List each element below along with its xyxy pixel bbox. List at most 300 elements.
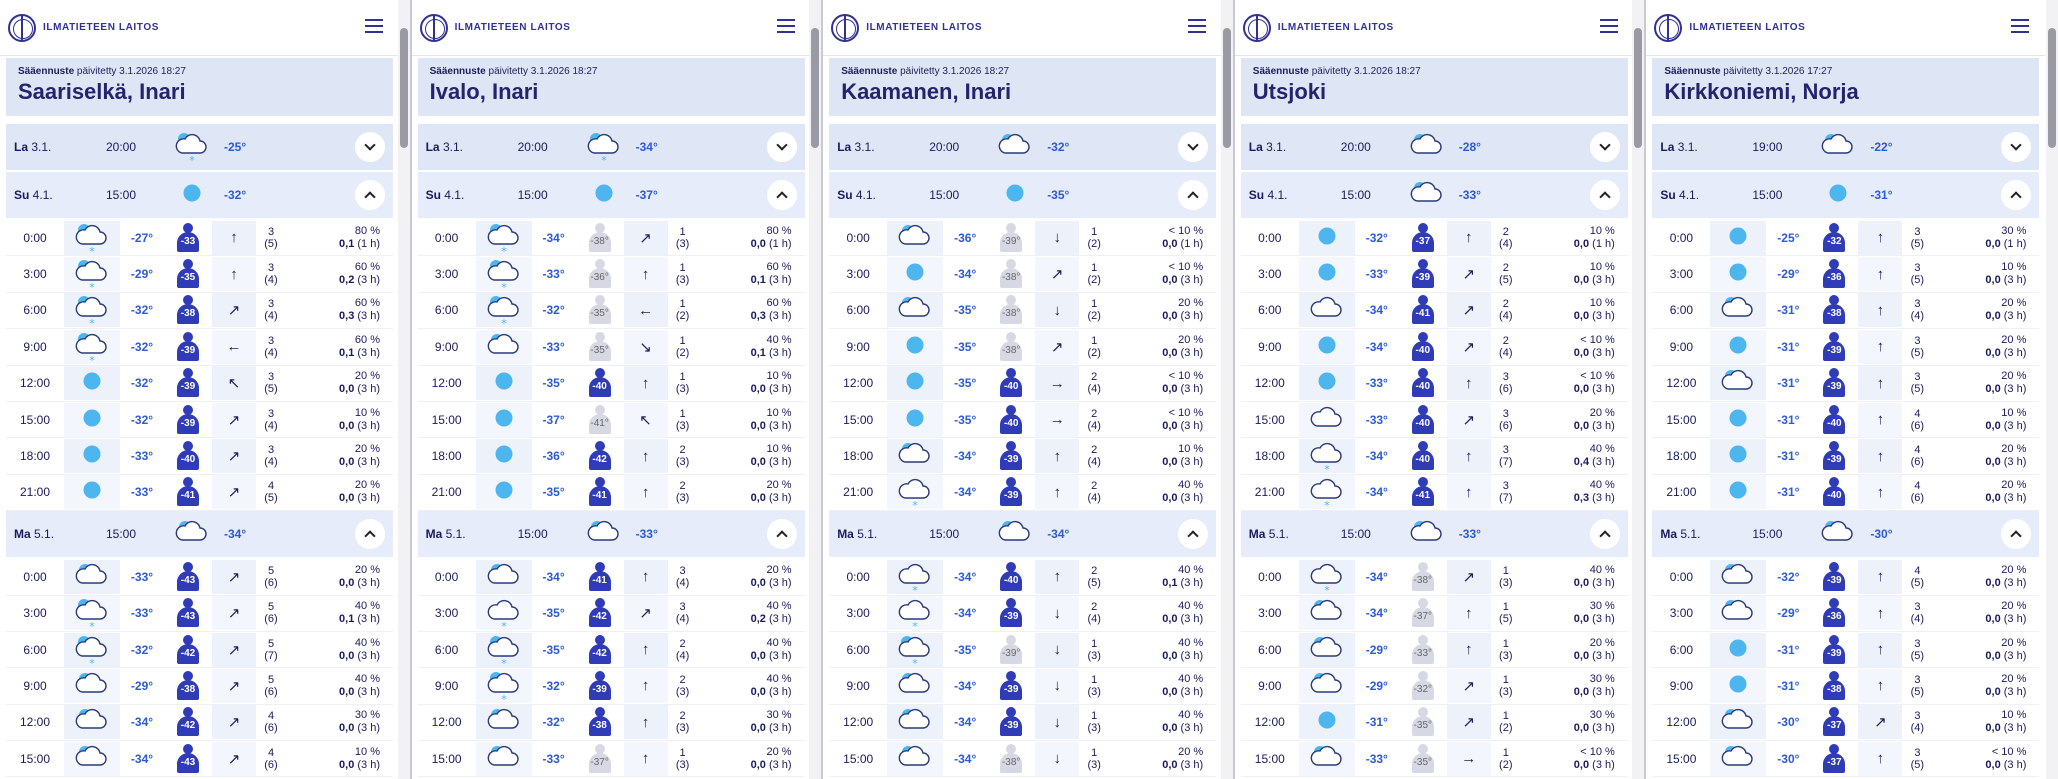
precipitation xyxy=(1521,225,1619,251)
wind-speed xyxy=(1079,638,1109,662)
precipitation-probability: 60 % xyxy=(354,333,380,346)
expand-day-button[interactable] xyxy=(1590,132,1620,162)
wind-speed-value: 5 xyxy=(267,564,275,577)
wind-direction xyxy=(1858,403,1902,437)
hour-time: 21:00 xyxy=(431,485,462,500)
wind-speed xyxy=(256,335,286,359)
expand-day-button[interactable] xyxy=(355,132,385,162)
precipitation-probability: 20 % xyxy=(354,370,380,383)
precipitation-amount: 0,0 (3 h) xyxy=(1985,492,2027,505)
wind-direction xyxy=(624,366,668,400)
wind-arrow-icon: ↓ xyxy=(1053,677,1061,695)
expand-day-button[interactable] xyxy=(1178,132,1208,162)
collapse-day-button[interactable] xyxy=(355,519,385,549)
hour-time: 15:00 xyxy=(19,751,51,766)
expand-day-button[interactable] xyxy=(2001,132,2031,162)
hourly-list xyxy=(1652,220,2039,511)
wind-gust-value: (3) xyxy=(675,492,690,505)
hamburger-menu-icon[interactable] xyxy=(777,19,795,33)
wind-speed-value: 1 xyxy=(679,746,686,759)
cloudy-snow-icon xyxy=(897,595,933,631)
precipitation xyxy=(1109,370,1207,396)
wind-gust-value: (6) xyxy=(264,722,278,735)
precipitation-probability: 40 % xyxy=(766,333,792,346)
feels-like xyxy=(1810,221,1858,255)
precipitation-amount: 0,0 (3 h) xyxy=(1573,649,1615,662)
precipitation-amount: 0,0 (3 h) xyxy=(1573,383,1615,396)
feels-like xyxy=(164,366,212,400)
hour-row xyxy=(418,256,805,292)
wind-speed-value: 2 xyxy=(679,673,686,686)
wind-speed xyxy=(1079,226,1109,250)
precipitation xyxy=(1109,261,1207,287)
hour-time: 3:00 xyxy=(23,606,47,621)
day-time: 15:00 xyxy=(1752,527,1783,542)
precipitation xyxy=(698,407,796,433)
wind-arrow-icon: ↑ xyxy=(1876,750,1885,768)
wind-speed-value: 4 xyxy=(1914,444,1921,457)
feels-like xyxy=(576,742,624,776)
wind-speed xyxy=(256,710,286,734)
partly-cloudy-night-snow-icon xyxy=(486,220,522,256)
wind-direction xyxy=(212,403,256,437)
partly-cloudy-icon xyxy=(1720,741,1756,777)
wind-gust-value: (5) xyxy=(1499,274,1513,287)
hour-time: 0:00 xyxy=(1669,569,1694,584)
hourly-list xyxy=(418,559,805,777)
partly-cloudy-night-snow-icon xyxy=(74,220,110,256)
hourly-list xyxy=(6,559,393,777)
feels-like xyxy=(164,439,212,473)
wind-speed-value: 3 xyxy=(1502,480,1509,493)
hour-weather-symbol xyxy=(1710,705,1766,739)
person-icon xyxy=(175,635,201,665)
collapse-day-button[interactable] xyxy=(767,519,797,549)
hour-time: 6:00 xyxy=(1669,303,1694,318)
precipitation xyxy=(1109,479,1207,505)
feels-like-value: -37° xyxy=(590,756,609,768)
day-name: Ma 5.1. xyxy=(14,527,55,542)
hour-temperature: -35° xyxy=(542,606,565,621)
precipitation xyxy=(286,600,384,626)
hour-row xyxy=(1241,329,1628,365)
hour-row xyxy=(418,402,805,438)
hour-temperature: -31° xyxy=(1777,678,1800,693)
hour-weather-symbol xyxy=(476,742,532,776)
hour-temperature: -37° xyxy=(542,412,565,427)
feels-like-value: -39 xyxy=(1827,381,1842,393)
wind-speed-value: 3 xyxy=(679,601,686,614)
hour-temperature: -34° xyxy=(1365,606,1388,621)
day-weather-symbol xyxy=(572,129,636,165)
wind-arrow-icon: ↑ xyxy=(1876,338,1885,356)
wind-speed-value: 1 xyxy=(1502,710,1509,723)
hamburger-menu-icon[interactable] xyxy=(365,19,383,33)
wind-speed xyxy=(1902,674,1932,698)
wind-direction xyxy=(212,330,256,364)
fmi-logo-icon[interactable] xyxy=(420,14,448,42)
precipitation-amount: 0,2 (3 h) xyxy=(339,274,380,287)
day-row[interactable] xyxy=(1652,124,2039,170)
collapse-day-button[interactable] xyxy=(2001,519,2031,549)
precipitation xyxy=(698,673,796,699)
hour-temperature: -33° xyxy=(1365,376,1388,391)
fmi-logo-icon[interactable] xyxy=(1243,14,1271,42)
clear-icon xyxy=(897,365,933,401)
hour-time: 0:00 xyxy=(434,230,459,245)
hour-time: 15:00 xyxy=(431,412,462,427)
precipitation-probability: 10 % xyxy=(2001,261,2027,274)
hour-weather-symbol xyxy=(887,475,943,509)
forecast-content xyxy=(1652,58,2039,777)
forecast-panel xyxy=(1646,0,2058,779)
precipitation xyxy=(1932,479,2030,505)
hour-weather-symbol xyxy=(476,705,532,739)
hamburger-menu-icon[interactable] xyxy=(1600,19,1618,33)
hour-row xyxy=(418,559,805,595)
precipitation-amount: 0,0 (3 h) xyxy=(1162,722,1204,735)
day-name: Ma 5.1. xyxy=(837,527,878,542)
day-row[interactable] xyxy=(1652,172,2039,218)
hour-time: 15:00 xyxy=(431,751,462,766)
hour-weather-symbol xyxy=(1710,475,1766,509)
wind-arrow-icon: ↑ xyxy=(1876,265,1885,283)
precipitation-probability: < 10 % xyxy=(1168,406,1204,419)
day-temperature: -25° xyxy=(224,140,247,154)
scrollbar[interactable] xyxy=(398,0,410,779)
wind-arrow-icon: ↗ xyxy=(1462,266,1476,284)
day-row[interactable] xyxy=(418,172,805,218)
hour-weather-symbol xyxy=(1710,366,1766,400)
hour-temperature: -33° xyxy=(542,751,565,766)
wind-arrow-icon: ↓ xyxy=(1053,301,1061,319)
day-row[interactable] xyxy=(1241,172,1628,218)
precipitation-amount: 0,1 (1 h) xyxy=(339,237,380,250)
scrollbar-thumb[interactable] xyxy=(400,28,408,148)
feels-like-value: -39 xyxy=(1827,454,1842,466)
brand-name[interactable]: ILMATIETEEN LAITOS xyxy=(1689,22,1806,33)
hour-weather-symbol xyxy=(476,330,532,364)
partly-cloudy-icon xyxy=(74,668,110,704)
hour-temperature: -29° xyxy=(130,267,154,282)
day-name: Su 4.1. xyxy=(1248,188,1288,202)
collapse-day-button[interactable] xyxy=(1178,519,1208,549)
wind-speed-value: 3 xyxy=(267,298,275,311)
wind-gust-value: (6) xyxy=(264,576,278,589)
day-name: Su 4.1. xyxy=(14,188,53,202)
feels-like xyxy=(1810,560,1858,594)
wind-speed xyxy=(668,371,698,395)
person-icon xyxy=(1410,259,1436,289)
scrollbar-thumb[interactable] xyxy=(1223,28,1231,148)
hour-weather-symbol xyxy=(476,221,532,255)
wind-direction xyxy=(1447,742,1491,776)
fmi-logo-icon[interactable] xyxy=(1654,14,1682,42)
precipitation xyxy=(698,261,796,287)
feels-like xyxy=(987,403,1035,437)
day-row[interactable] xyxy=(829,124,1216,170)
scrollbar[interactable] xyxy=(2046,0,2058,779)
hour-weather-symbol xyxy=(64,669,120,703)
hour-temperature: -30° xyxy=(1777,715,1800,730)
hour-weather-symbol xyxy=(476,633,532,667)
hour-temperature: -31° xyxy=(1365,715,1388,730)
hour-row xyxy=(829,293,1216,329)
hour-time: 9:00 xyxy=(1669,678,1694,693)
day-row[interactable] xyxy=(418,511,805,557)
precipitation xyxy=(1932,334,2030,360)
precipitation xyxy=(698,600,796,626)
precipitation xyxy=(1521,746,1619,772)
precipitation-probability: 10 % xyxy=(354,406,380,419)
hour-temperature: -34° xyxy=(954,449,977,464)
person-icon xyxy=(1410,368,1436,398)
wind-gust-value: (4) xyxy=(1087,613,1101,626)
wind-gust-value: (5) xyxy=(1499,613,1513,626)
brand-name[interactable]: ILMATIETEEN LAITOS xyxy=(454,22,571,33)
precipitation xyxy=(1932,600,2030,626)
day-row[interactable] xyxy=(829,172,1216,218)
hour-temperature: -35° xyxy=(542,376,565,391)
day-weather-symbol xyxy=(1806,177,1870,213)
feels-like xyxy=(164,403,212,437)
chevron-up-icon xyxy=(1599,191,1610,202)
wind-direction xyxy=(1858,596,1902,630)
hour-temperature: -35° xyxy=(542,485,565,500)
wind-arrow-icon: ↑ xyxy=(641,568,650,586)
day-row[interactable] xyxy=(6,172,393,218)
svg-text:*: * xyxy=(912,656,918,668)
wind-gust-value: (3) xyxy=(675,419,690,432)
scrollbar-thumb[interactable] xyxy=(2048,28,2056,148)
feels-like xyxy=(1810,633,1858,667)
wind-speed xyxy=(668,408,698,432)
wind-speed xyxy=(1902,638,1932,662)
precipitation xyxy=(1521,673,1619,699)
wind-arrow-icon: ↗ xyxy=(227,568,241,586)
scrollbar-thumb[interactable] xyxy=(1634,28,1642,148)
wind-speed xyxy=(256,408,286,432)
feels-like xyxy=(987,366,1035,400)
day-row[interactable] xyxy=(1652,511,2039,557)
hour-row xyxy=(1652,475,2039,511)
precipitation-amount: 0,3 (3 h) xyxy=(1573,492,1615,505)
precipitation xyxy=(286,709,384,735)
day-row[interactable] xyxy=(829,511,1216,557)
partly-cloudy-night-snow-icon xyxy=(586,129,622,165)
precipitation-amount: 0,0 (3 h) xyxy=(339,685,380,698)
hour-row xyxy=(418,475,805,511)
hamburger-menu-icon[interactable] xyxy=(2011,19,2029,33)
cloudy-snow-icon xyxy=(897,559,933,595)
scrollbar[interactable] xyxy=(809,0,821,779)
hour-temperature: -31° xyxy=(1777,376,1800,391)
hour-weather-symbol xyxy=(1299,366,1355,400)
wind-gust-value: (4) xyxy=(1499,346,1513,359)
wind-direction xyxy=(624,330,668,364)
day-time: 20:00 xyxy=(1340,140,1371,154)
person-icon xyxy=(1821,295,1847,325)
hour-temperature: -32° xyxy=(130,339,154,354)
wind-direction xyxy=(212,366,256,400)
hour-row xyxy=(1652,438,2039,474)
day-row[interactable] xyxy=(6,511,393,557)
precipitation-probability: 20 % xyxy=(2001,479,2027,492)
precipitation xyxy=(1932,297,2030,323)
clear-icon xyxy=(486,438,522,474)
wind-speed xyxy=(1902,444,1932,468)
hour-row xyxy=(829,256,1216,292)
wind-speed-value: 1 xyxy=(1091,298,1098,311)
scrollbar[interactable] xyxy=(1632,0,1644,779)
hourly-list xyxy=(1241,559,1628,777)
person-icon xyxy=(1821,441,1847,471)
hour-time: 12:00 xyxy=(1254,715,1285,730)
wind-arrow-icon: ↑ xyxy=(1465,229,1473,247)
fmi-logo-icon[interactable] xyxy=(831,14,859,42)
hour-weather-symbol xyxy=(1299,403,1355,437)
precipitation xyxy=(1521,443,1619,469)
feels-like-value: -35° xyxy=(1413,720,1432,732)
wind-gust-value: (4) xyxy=(1910,722,1925,735)
wind-direction xyxy=(212,560,256,594)
hour-temperature: -35° xyxy=(954,303,977,318)
feels-like xyxy=(1399,221,1447,255)
hour-temperature: -32° xyxy=(130,642,154,657)
wind-gust-value: (5) xyxy=(1910,649,1925,662)
day-temperature: -31° xyxy=(1870,188,1893,202)
scrollbar[interactable] xyxy=(1221,0,1233,779)
wind-gust-value: (7) xyxy=(1499,492,1513,505)
collapse-day-button[interactable] xyxy=(1590,519,1620,549)
fmi-logo-icon[interactable] xyxy=(8,14,36,42)
day-row[interactable] xyxy=(1241,124,1628,170)
precipitation-probability: 10 % xyxy=(354,745,380,758)
precipitation-amount: 0,0 (3 h) xyxy=(339,758,380,771)
wind-gust-value: (3) xyxy=(1087,722,1101,735)
precipitation-amount: 0,0 (3 h) xyxy=(1162,274,1204,287)
hour-row xyxy=(6,402,393,438)
hour-row xyxy=(1652,741,2039,777)
wind-arrow-icon: ↑ xyxy=(1465,374,1473,392)
feels-like xyxy=(1399,596,1447,630)
precipitation-probability: 10 % xyxy=(1589,261,1615,274)
brand-name[interactable]: ILMATIETEEN LAITOS xyxy=(866,22,983,33)
hour-row xyxy=(418,668,805,704)
day-row[interactable] xyxy=(1241,511,1628,557)
feels-like xyxy=(576,403,624,437)
brand-name[interactable]: ILMATIETEEN LAITOS xyxy=(43,22,159,33)
hour-time: 12:00 xyxy=(431,376,462,391)
wind-speed-value: 1 xyxy=(1502,673,1509,686)
hamburger-menu-icon[interactable] xyxy=(1188,19,1206,33)
hour-temperature: -33° xyxy=(542,339,565,354)
wind-speed-value: 5 xyxy=(267,637,275,650)
wind-arrow-icon: ↖ xyxy=(227,375,241,393)
precipitation-probability: 20 % xyxy=(1178,297,1204,310)
precipitation xyxy=(286,370,384,396)
hour-temperature: -33° xyxy=(130,606,154,621)
brand-name[interactable]: ILMATIETEEN LAITOS xyxy=(1277,22,1394,33)
hour-weather-symbol xyxy=(1299,633,1355,667)
precipitation-probability: 40 % xyxy=(354,672,380,685)
precipitation xyxy=(1932,746,2030,772)
wind-speed xyxy=(1491,638,1521,662)
collapse-day-button[interactable] xyxy=(1178,180,1208,210)
hour-temperature: -35° xyxy=(542,642,565,657)
feels-like-value: -35° xyxy=(590,344,609,356)
day-row[interactable] xyxy=(418,124,805,170)
clear-icon xyxy=(74,402,110,438)
precipitation-amount: 0,0 (3 h) xyxy=(1985,346,2027,359)
wind-speed-value: 1 xyxy=(1502,746,1509,759)
feels-like xyxy=(1810,705,1858,739)
hour-weather-symbol xyxy=(476,560,532,594)
hour-weather-symbol xyxy=(1299,742,1355,776)
scrollbar-thumb[interactable] xyxy=(811,28,819,148)
day-temperature: -34° xyxy=(1047,527,1070,542)
hour-row xyxy=(6,559,393,595)
collapse-day-button[interactable] xyxy=(767,180,797,210)
hour-weather-symbol xyxy=(64,705,120,739)
day-row[interactable] xyxy=(6,124,393,170)
collapse-day-button[interactable] xyxy=(355,180,385,210)
wind-direction xyxy=(1035,221,1079,255)
hour-row xyxy=(1241,705,1628,741)
wind-speed-value: 1 xyxy=(1502,637,1509,650)
wind-speed xyxy=(668,226,698,250)
day-temperature: -35° xyxy=(1047,188,1070,202)
collapse-day-button[interactable] xyxy=(2001,180,2031,210)
collapse-day-button[interactable] xyxy=(1590,180,1620,210)
hour-temperature: -34° xyxy=(954,715,977,730)
site-header xyxy=(412,0,811,56)
person-icon xyxy=(1821,707,1847,737)
precipitation-amount: 0,0 (3 h) xyxy=(339,419,380,432)
feels-like xyxy=(987,475,1035,509)
hour-row xyxy=(418,293,805,329)
person-icon xyxy=(587,562,613,592)
wind-arrow-icon: ↑ xyxy=(1053,568,1061,586)
precipitation-probability: 20 % xyxy=(766,745,792,758)
wind-direction xyxy=(1858,257,1902,291)
wind-speed xyxy=(1902,601,1932,625)
wind-speed xyxy=(1491,565,1521,589)
wind-arrow-icon: ↗ xyxy=(227,448,241,466)
hour-row xyxy=(829,559,1216,595)
person-icon xyxy=(175,562,201,592)
feels-like-value: -42 xyxy=(592,647,607,659)
wind-gust-value: (5) xyxy=(1910,685,1925,698)
feels-like-value: -33° xyxy=(1413,647,1432,659)
precipitation xyxy=(1109,225,1207,251)
hour-temperature: -31° xyxy=(1777,339,1800,354)
day-temperature: -32° xyxy=(1047,140,1070,154)
wind-speed xyxy=(668,480,698,504)
clear-icon xyxy=(1720,256,1756,292)
precipitation-amount: 0,0 (3 h) xyxy=(1985,758,2027,771)
precipitation-probability: 20 % xyxy=(1178,745,1204,758)
expand-day-button[interactable] xyxy=(767,132,797,162)
precipitation xyxy=(286,479,384,505)
location-name: Kirkkoniemi, Norja xyxy=(1664,79,1859,104)
forecast-panel xyxy=(0,0,412,779)
wind-speed xyxy=(668,638,698,662)
wind-arrow-icon: ↓ xyxy=(1053,713,1061,731)
precipitation xyxy=(698,479,796,505)
wind-arrow-icon: ↑ xyxy=(641,713,650,731)
feels-like xyxy=(987,633,1035,667)
